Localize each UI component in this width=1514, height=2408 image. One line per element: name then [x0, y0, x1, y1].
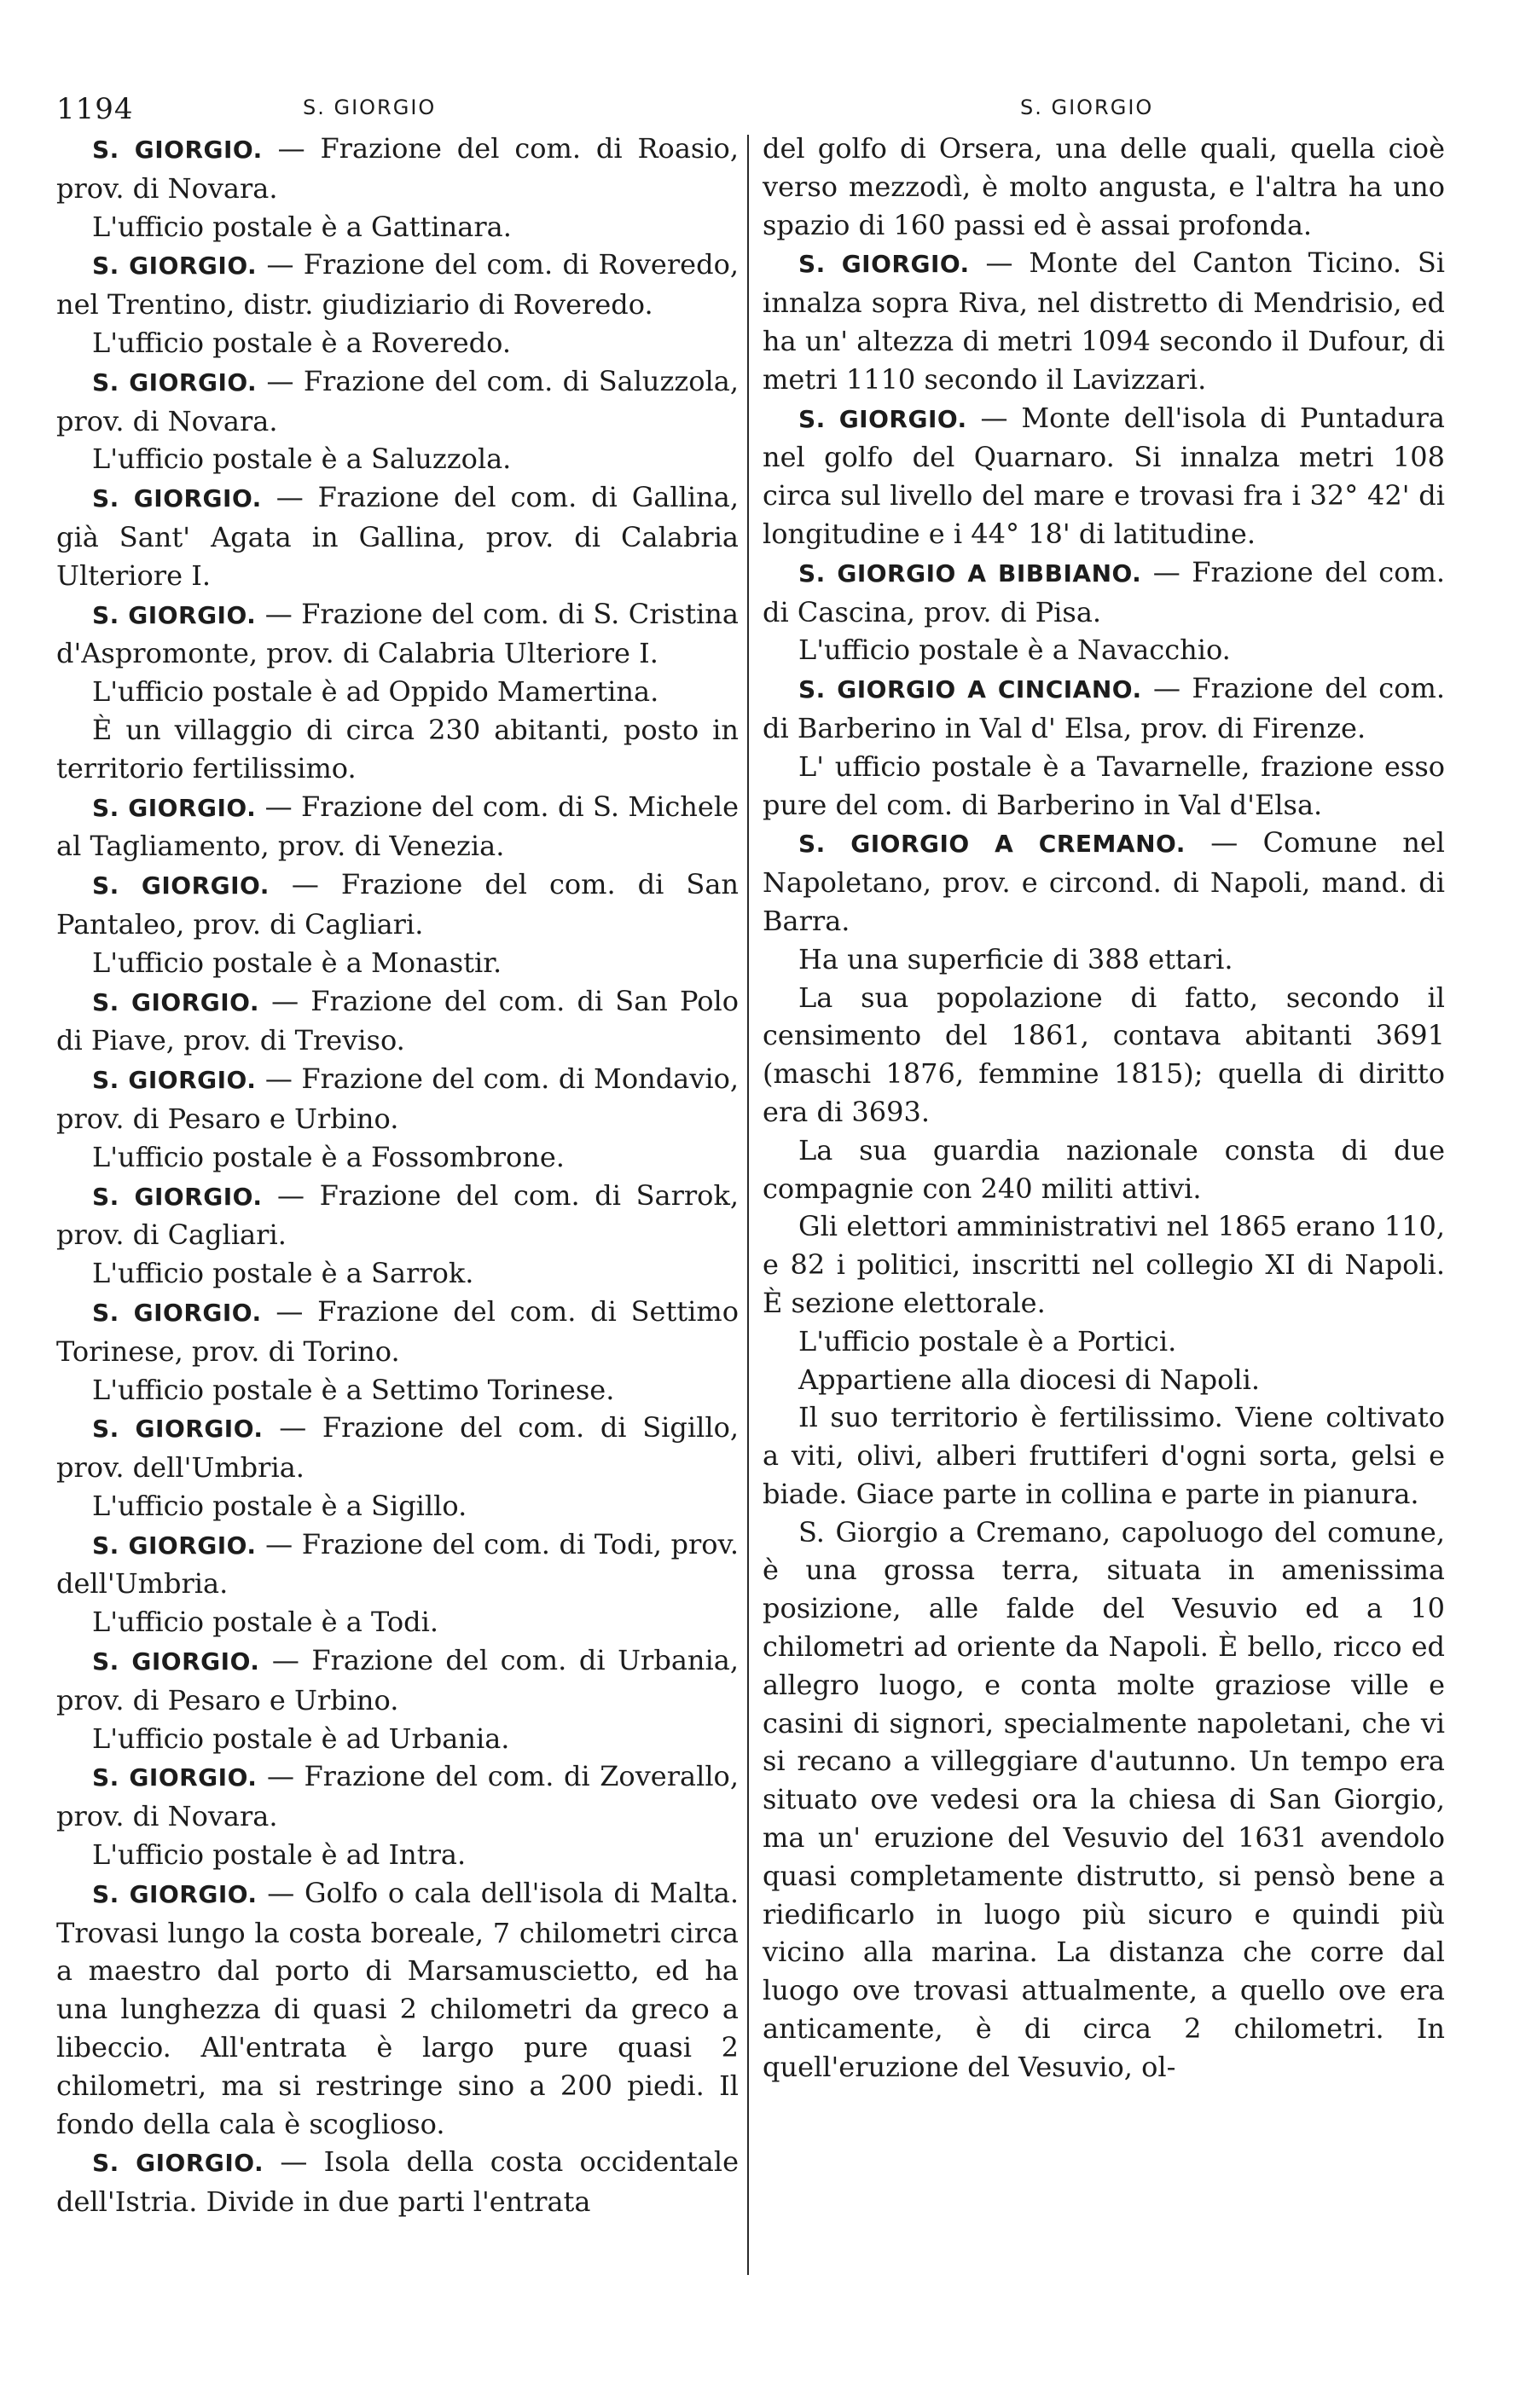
entry-text: L'ufficio postale è a Sigillo.: [92, 1489, 467, 1522]
entry-headword: S. GIORGIO.: [92, 600, 257, 629]
entry-paragraph: [56, 1525, 739, 1604]
entry-headword: S. GIORGIO.: [92, 368, 258, 397]
entry-paragraph: [56, 1293, 739, 1371]
body-paragraph: [763, 941, 1445, 979]
body-paragraph: [56, 1254, 739, 1293]
entry-paragraph: [56, 788, 739, 866]
entry-headword: S. GIORGIO.: [92, 252, 258, 281]
entry-text: — Frazione del com. di Mondavio, prov. di Pesaro e Urbino.: [56, 1062, 739, 1135]
entry-headword: S. GIORGIO.: [92, 871, 270, 900]
entry-paragraph: [763, 553, 1445, 632]
entry-text: L'ufficio postale è a Gattinara.: [92, 210, 512, 243]
entry-text: — Frazione del com. di Zoverallo, prov. di Novara.: [56, 1760, 739, 1833]
entry-paragraph: [56, 1641, 739, 1720]
entry-headword: S. GIORGIO.: [798, 250, 970, 279]
entry-text: L'ufficio postale è a Sarrok.: [92, 1257, 474, 1290]
entry-text: — Monte del Canton Ticino. Si innalza sopra Riva, nel distretto di Mendrisio, ed ha un' altezza di metri 1094 secondo il Dufour, di metri 1110 secondo il Lavizzari.: [763, 246, 1446, 396]
body-paragraph: [56, 208, 739, 246]
entry-text: È un villaggio di circa 230 abitanti, posto in territorio fertilissimo.: [56, 713, 739, 784]
entry-text: — Isola della costa occidentale dell'Istria. Divide in due parti l'entrata: [56, 2145, 740, 2219]
entry-text: L'ufficio postale è a Monastir.: [92, 946, 502, 979]
entry-headword: S. GIORGIO.: [92, 987, 259, 1016]
entry-text: — Frazione del com. di Cascina, prov. di Pisa.: [763, 555, 1445, 628]
body-paragraph: [56, 711, 739, 788]
body-paragraph: [56, 1603, 739, 1641]
entry-text: L'ufficio postale è a Fossombrone.: [92, 1140, 565, 1173]
entry-text: — Golfo o cala dell'isola di Malta. Trovasi lungo la costa boreale, 7 chilometri circa a maestro dal porto di Marsamuscietto, ed ha una lunghezza di quasi 2 chilometri da greco a libeccio. All'entrata è largo pure quasi 2 chilometri, ma si restringe sino a 200 piedi. Il fondo della cala è scoglioso.: [56, 1876, 739, 2140]
entry-paragraph: [56, 2143, 739, 2221]
entry-text: — Frazione del com. di Gallina, già Sant' Agata in Gallina, prov. di Calabria Ulteriore I.: [56, 481, 739, 592]
entry-paragraph: [763, 244, 1445, 398]
entry-paragraph: [763, 399, 1445, 553]
entry-headword: S. GIORGIO.: [92, 1763, 258, 1792]
entry-headword: S. GIORGIO A CINCIANO.: [798, 675, 1142, 704]
entry-text: La sua popolazione di fatto, secondo il censimento del 1861, contava abitanti 3691 (maschi 1876, femmine 1815); quella di diritto era di 3693.: [763, 981, 1445, 1128]
body-paragraph: [763, 979, 1445, 1132]
entry-headword: S. GIORGIO.: [92, 484, 262, 513]
entry-text: — Frazione del com. di San Pantaleo, prov. di Cagliari.: [56, 868, 740, 941]
entry-text: L'ufficio postale è a Settimo Torinese.: [92, 1373, 615, 1406]
entry-text: La sua guardia nazionale consta di due compagnie con 240 militi attivi.: [763, 1133, 1445, 1205]
body-paragraph: [763, 1514, 1445, 2087]
entry-text: L' ufficio postale è a Tavarnelle, frazione esso pure del com. di Barberino in Val d'Elsa.: [763, 750, 1445, 821]
entry-paragraph: [56, 1060, 739, 1138]
entry-text: — Frazione del com. di Roveredo, nel Trentino, distr. giudiziario di Roveredo.: [56, 248, 740, 321]
entry-text: — Frazione del com. di Barberino in Val d' Elsa, prov. di Firenze.: [763, 672, 1446, 744]
body-paragraph: [763, 1207, 1445, 1322]
entry-paragraph: [56, 865, 739, 944]
entry-headword: S. GIORGIO.: [92, 1182, 263, 1211]
entry-paragraph: [763, 824, 1445, 940]
body-paragraph: [56, 1720, 739, 1758]
entry-text: del golfo di Orsera, una delle quali, quella cioè verso mezzodì, è molto angusta, e l'altra ha uno spazio di 160 passi ed è assai profonda.: [763, 132, 1445, 241]
entry-text: L'ufficio postale è a Roveredo.: [92, 326, 511, 359]
entry-text: — Frazione del com. di Sarrok, prov. di Cagliari.: [56, 1178, 740, 1252]
entry-headword: S. GIORGIO.: [92, 136, 263, 164]
entry-headword: S. GIORGIO.: [92, 2149, 264, 2178]
body-paragraph: [763, 1323, 1445, 1361]
entry-paragraph: [56, 130, 739, 208]
column-rule: [747, 135, 749, 2275]
entry-text: — Comune nel Napoletano, prov. e circond. di Napoli, mand. di Barra.: [763, 826, 1445, 937]
entry-text: S. Giorgio a Cremano, capoluogo del comune, è una grossa terra, situata in amenissima posizione, alle falde del Vesuvio ed a 10 chilometri ad oriente da Napoli. È bello, ricco ed allegro luogo, e conta molte graziose ville e casini di signori, specialmente napoletani, che vi si recano a villeggiare d'autunno. Un tempo era situato ove vedesi ora la chiesa di San Giorgio, ma un' eruzione del Vesuvio del 1631 avendolo quasi completamente distrutto, si pensò bene a riedificarlo in luogo più sicuro e quindi più vicino alla marina. La distanza che corre dal luogo ove trovasi attualmente, a quello ove era anticamente, è di circa 2 chilometri. In quell'eruzione del Vesuvio, ol-: [763, 1515, 1445, 2083]
entry-text: L'ufficio postale è a Todi.: [92, 1606, 439, 1639]
entry-text: Gli elettori amministrativi nel 1865 erano 110, e 82 i politici, inscritti nel collegio XI di Napoli. È sezione elettorale.: [763, 1210, 1445, 1319]
entry-headword: S. GIORGIO.: [92, 1647, 260, 1676]
entry-text: — Frazione del com. di Sigillo, prov. dell'Umbria.: [56, 1411, 740, 1485]
body-paragraph: [56, 673, 739, 711]
body-paragraph: [763, 1398, 1445, 1513]
entry-headword: S. GIORGIO.: [92, 1531, 257, 1560]
page-header: [0, 0, 1514, 136]
entry-text: — Frazione del com. di Saluzzola, prov. di Novara.: [56, 364, 740, 437]
entry-headword: S. GIORGIO.: [92, 1298, 262, 1327]
entry-paragraph: [56, 478, 739, 594]
running-head-left: S. GIORGIO: [303, 96, 437, 119]
body-paragraph: [763, 1361, 1445, 1399]
entry-text: Ha una superficie di 388 ettari.: [798, 942, 1233, 975]
entry-paragraph: [56, 362, 739, 441]
entry-text: Appartiene alla diocesi di Napoli.: [798, 1363, 1261, 1396]
entry-headword: S. GIORGIO.: [92, 793, 257, 822]
entry-text: L'ufficio postale è a Portici.: [798, 1324, 1177, 1357]
body-paragraph: [763, 1132, 1445, 1208]
entry-paragraph: [56, 982, 739, 1061]
entry-text: L'ufficio postale è ad Intra.: [92, 1838, 467, 1872]
entry-text: — Frazione del com. di Settimo Torinese, prov. di Torino.: [56, 1294, 739, 1368]
body-paragraph: [56, 440, 739, 478]
body-paragraph: [763, 130, 1445, 244]
entry-text: — Frazione del com. di S. Cristina d'Aspromonte, prov. di Calabria Ulteriore I.: [56, 597, 739, 670]
left-column: [56, 130, 739, 2221]
entry-text: — Monte dell'isola di Puntadura nel golfo del Quarnaro. Si innalza metri 108 circa sul livello del mare e trovasi fra i 32° 42' di longitudine e i 44° 18' di latitudine.: [763, 401, 1445, 550]
running-head-right: S. GIORGIO: [1020, 96, 1154, 119]
entry-headword: S. GIORGIO A CREMANO.: [798, 830, 1186, 859]
entry-headword: S. GIORGIO.: [92, 1415, 264, 1444]
body-paragraph: [56, 1836, 739, 1874]
entry-headword: S. GIORGIO.: [92, 1879, 258, 1908]
right-column: [763, 130, 1445, 2087]
entry-paragraph: [763, 669, 1445, 748]
entry-text: — Frazione del com. di San Polo di Piave, prov. di Treviso.: [56, 984, 740, 1057]
entry-paragraph: [56, 595, 739, 674]
body-paragraph: [56, 1138, 739, 1177]
entry-text: — Frazione del com. di S. Michele al Tagliamento, prov. di Venezia.: [56, 790, 740, 863]
entry-headword: S. GIORGIO.: [92, 1066, 257, 1095]
body-paragraph: [56, 1371, 739, 1409]
body-paragraph: [763, 631, 1445, 669]
page-number: 1194: [56, 92, 134, 126]
entry-text: — Frazione del com. di Roasio, prov. di Novara.: [56, 132, 739, 205]
entry-text: Il suo territorio è fertilissimo. Viene coltivato a viti, olivi, alberi fruttiferi d'ogni sorta, gelsi e biade. Giace parte in collina e parte in pianura.: [763, 1401, 1445, 1510]
body-paragraph: [763, 748, 1445, 825]
entry-paragraph: [56, 1757, 739, 1836]
entry-paragraph: [56, 1409, 739, 1487]
entry-headword: S. GIORGIO A BIBBIANO.: [798, 559, 1142, 588]
entry-text: L'ufficio postale è a Navacchio.: [798, 634, 1231, 667]
entry-headword: S. GIORGIO.: [798, 404, 967, 433]
entry-paragraph: [56, 1177, 739, 1255]
entry-paragraph: [56, 246, 739, 324]
body-paragraph: [56, 1487, 739, 1525]
body-paragraph: [56, 944, 739, 982]
body-paragraph: [56, 324, 739, 362]
entry-paragraph: [56, 1874, 739, 2144]
entry-text: L'ufficio postale è ad Oppido Mamertina.: [92, 675, 659, 709]
entry-text: L'ufficio postale è ad Urbania.: [92, 1722, 510, 1755]
entry-text: L'ufficio postale è a Saluzzola.: [92, 443, 512, 476]
entry-text: — Frazione del com. di Urbania, prov. di Pesaro e Urbino.: [56, 1644, 739, 1716]
entry-text: — Frazione del com. di Todi, prov. dell'Umbria.: [56, 1527, 739, 1601]
